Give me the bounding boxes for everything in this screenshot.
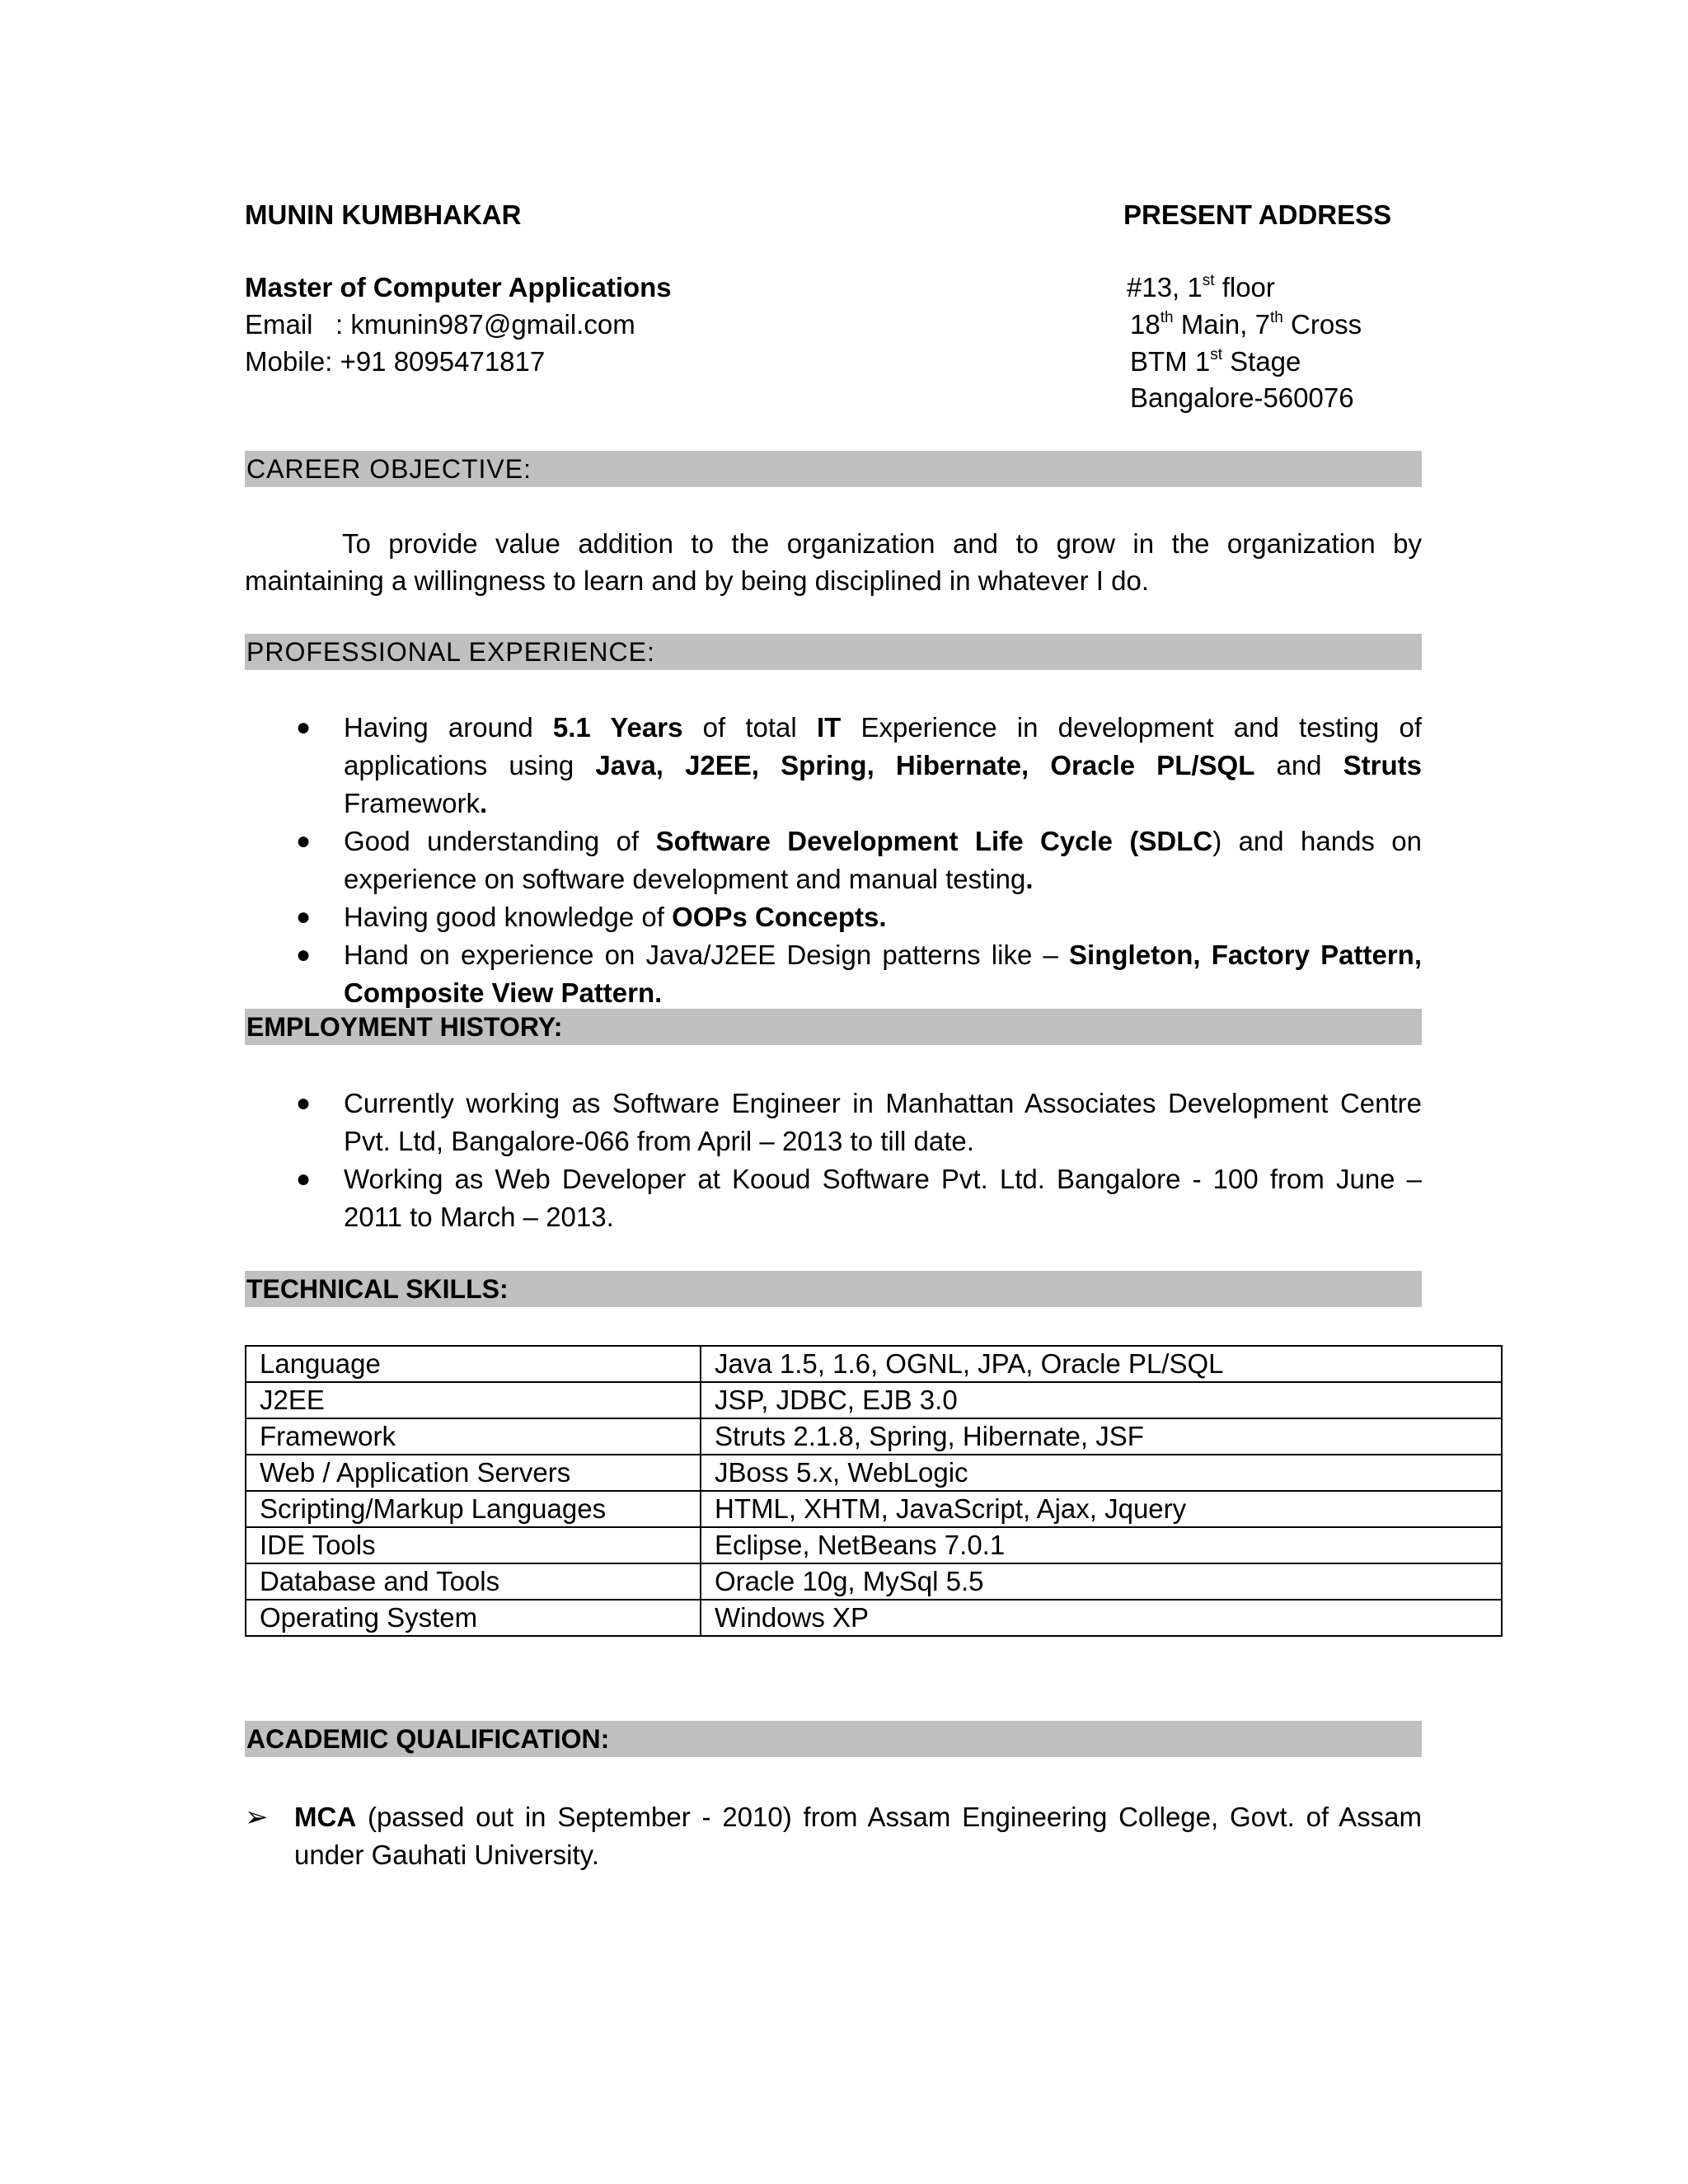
section-technical-skills: TECHNICAL SKILLS: (245, 1271, 1422, 1307)
skill-category: Scripting/Markup Languages (246, 1491, 701, 1527)
list-item: ● Hand on experience on Java/J2EE Design patterns like – Singleton, Factory Pattern, Composite View Pattern. (245, 936, 1422, 1012)
table-row (246, 1418, 1502, 1455)
list-item: ● Having good knowledge of OOPs Concepts. (245, 898, 1422, 936)
mobile-label: Mobile: (245, 346, 333, 377)
address-line-4: Bangalore-560076 (1130, 382, 1354, 413)
section-academic-qualification: ACADEMIC QUALIFICATION: (245, 1721, 1422, 1757)
email-line (245, 306, 635, 344)
address-title: PRESENT ADDRESS (1123, 199, 1392, 230)
section-career-objective: CAREER OBJECTIVE: (245, 451, 1422, 487)
skill-value: Eclipse, NetBeans 7.0.1 (701, 1527, 1502, 1563)
skill-category: Operating System (246, 1600, 701, 1636)
skill-value: JSP, JDBC, EJB 3.0 (701, 1382, 1502, 1418)
employment-list (245, 1085, 1422, 1236)
skill-value: Oracle 10g, MySql 5.5 (701, 1563, 1502, 1600)
skill-value: HTML, XHTM, JavaScript, Ajax, Jquery (701, 1491, 1502, 1527)
skills-table (245, 1345, 1503, 1637)
list-item: ● Currently working as Software Engineer in Manhattan Associates Development Centre Pvt. Ltd, Bangalore-066 from April – 2013 to till date. (245, 1085, 1422, 1160)
skill-category: J2EE (246, 1382, 701, 1418)
list-item: ● Working as Web Developer at Kooud Software Pvt. Ltd. Bangalore - 100 from June – 2011 to March – 2013. (245, 1160, 1422, 1236)
list-item: ● Having around 5.1 Years of total IT Experience in development and testing of applications using Java, J2EE, Spring, Hibernate, Oracle PL/SQL and Struts Framework. (245, 709, 1422, 823)
bullet-icon: ● (296, 1090, 312, 1117)
email-label: Email : (245, 309, 344, 340)
skill-category: Language (246, 1346, 701, 1382)
objective-text: To provide value addition to the organization and to grow in the organization by maintaining a willingness to learn and by being disciplined in whatever I do. (245, 528, 1422, 596)
section-employment-history: EMPLOYMENT HISTORY: (245, 1009, 1422, 1045)
table-row (246, 1563, 1502, 1600)
degree-title: Master of Computer Applications (245, 272, 672, 302)
skill-category: Web / Application Servers (246, 1455, 701, 1491)
skill-value: JBoss 5.x, WebLogic (701, 1455, 1502, 1491)
skill-value: Java 1.5, 1.6, OGNL, JPA, Oracle PL/SQL (701, 1346, 1502, 1382)
arrow-bullet-icon: ➢ (245, 1802, 269, 1833)
address-line-3: BTM 1st Stage (1130, 346, 1301, 377)
candidate-name: MUNIN KUMBHAKAR (245, 199, 522, 230)
table-row (246, 1382, 1502, 1418)
skill-category: Framework (246, 1418, 701, 1455)
skill-value: Windows XP (701, 1600, 1502, 1636)
bullet-icon: ● (296, 827, 312, 855)
table-row (246, 1600, 1502, 1636)
skill-value: Struts 2.1.8, Spring, Hibernate, JSF (701, 1418, 1502, 1455)
bullet-icon: ● (296, 714, 312, 741)
email-address[interactable]: kmunin987@gmail.com (350, 309, 635, 340)
address-line-2: 18th Main, 7th Cross (1130, 309, 1362, 340)
experience-list (245, 709, 1422, 1012)
section-professional-experience: PROFESSIONAL EXPERIENCE: (245, 634, 1422, 670)
table-row (246, 1491, 1502, 1527)
skill-category: Database and Tools (246, 1563, 701, 1600)
table-row (246, 1527, 1502, 1563)
bullet-icon: ● (296, 903, 312, 930)
table-row (246, 1346, 1502, 1382)
address-line-1: #13, 1st floor (1127, 272, 1275, 302)
bullet-icon: ● (296, 1165, 312, 1193)
skill-category: IDE Tools (246, 1527, 701, 1563)
mobile-number: +91 8095471817 (340, 346, 546, 377)
table-row (246, 1455, 1502, 1491)
mobile-line (245, 343, 545, 381)
bullet-icon: ● (296, 941, 312, 968)
academic-entry: MCA (passed out in September - 2010) from Assam Engineering College, Govt. of Assam under Gauhati University. (294, 1802, 1422, 1870)
list-item: ● Good understanding of Software Development Life Cycle (SDLC) and hands on experience on software development and manual testing. (245, 823, 1422, 898)
